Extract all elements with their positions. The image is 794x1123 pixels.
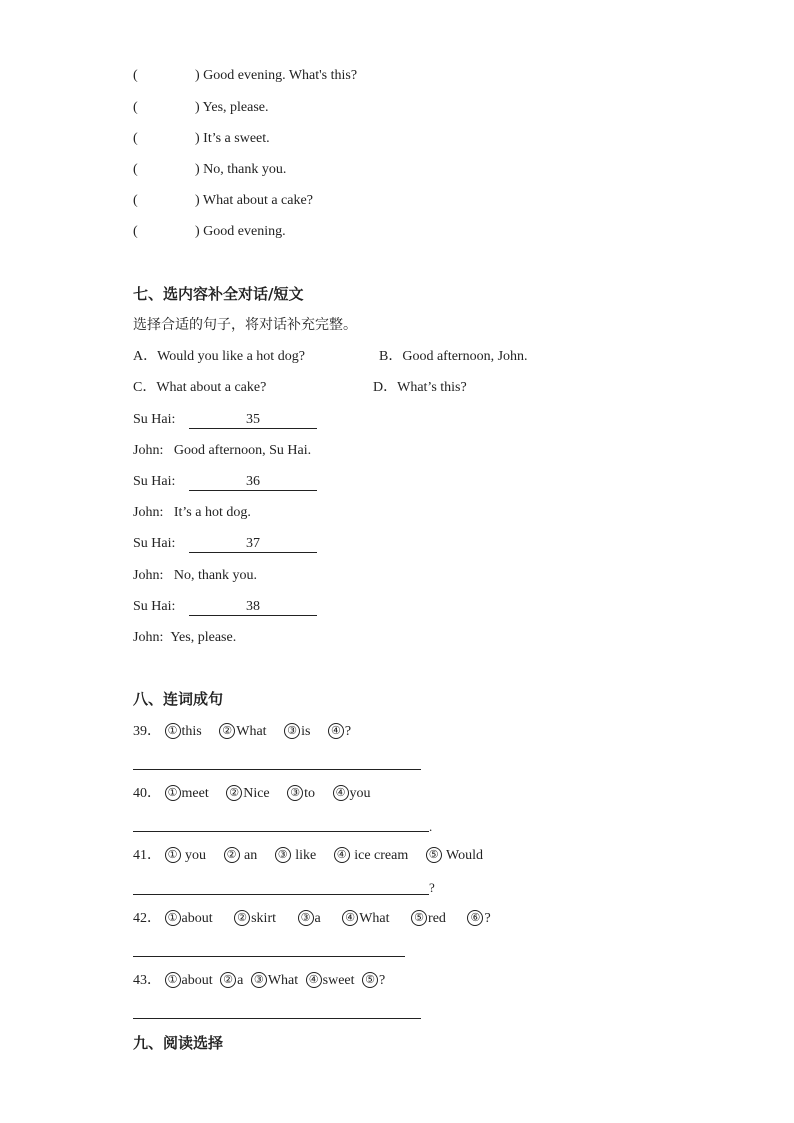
answer-line-43[interactable] (133, 1018, 421, 1019)
order-text: Good evening. What's this? (203, 68, 358, 83)
answer-blank-36[interactable]: 36 (189, 474, 317, 491)
answer-paren[interactable]: ( (133, 224, 138, 239)
answer-paren[interactable]: ( (133, 131, 138, 146)
option-c: C．What about a cake? (133, 380, 267, 395)
answer-paren[interactable]: ( (133, 100, 138, 115)
answer-blank-38[interactable]: 38 (189, 599, 317, 616)
order-item: ( ) Good evening. What's this? (133, 68, 358, 83)
question-39: 39． ① this ② What ③ is ④ ? (133, 724, 352, 739)
answer-line-42[interactable] (133, 956, 405, 957)
dialogue-line: John: No, thank you. (133, 568, 258, 583)
order-item: ( ) What about a cake? (133, 193, 313, 208)
answer-paren[interactable]: ( (133, 68, 138, 83)
answer-blank-35[interactable]: 35 (189, 412, 317, 429)
question-41: 41． ① you ② an ③ like ④ ice cream ⑤ Would (133, 848, 483, 863)
answer-blank-37[interactable]: 37 (189, 536, 317, 553)
order-item: ( ) It’s a sweet. (133, 131, 270, 146)
section-7-heading: 七、选内容补全对话/短文 (133, 285, 304, 303)
answer-paren[interactable]: ( (133, 193, 138, 208)
section-7-instruction: 选择合适的句子，将对话补充完整。 (133, 317, 357, 333)
order-item: ( ) No, thank you. (133, 162, 287, 177)
question-43: 43． ① about ② a ③ What ④ sweet ⑤ ? (133, 973, 386, 988)
answer-line-40[interactable] (133, 831, 429, 832)
dialogue-line: Su Hai: 36 (133, 473, 317, 491)
question-40: 40． ① meet ② Nice ③ to ④ you (133, 786, 371, 801)
answer-paren[interactable]: ( (133, 162, 138, 177)
answer-line-41[interactable] (133, 894, 429, 895)
order-item: ( ) Good evening. (133, 224, 286, 239)
dialogue-line: Su Hai: 38 (133, 598, 317, 616)
dialogue-line: John: It’s a hot dog. (133, 505, 251, 520)
order-text: No, thank you. (203, 162, 287, 177)
dialogue-line: John: Yes, please. (133, 630, 237, 645)
option-a: A．Would you like a hot dog? (133, 349, 305, 364)
dialogue-line: Su Hai: 35 (133, 411, 317, 429)
order-text: It’s a sweet. (203, 131, 270, 146)
section-9-heading: 九、阅读选择 (133, 1034, 224, 1052)
answer-line-39[interactable] (133, 769, 421, 770)
order-text: Yes, please. (202, 100, 269, 115)
dialogue-line: Su Hai: 37 (133, 535, 317, 553)
option-d: D．What’s this? (373, 380, 467, 395)
section-8-heading: 八、连词成句 (133, 690, 224, 708)
dialogue-line: John: Good afternoon, Su Hai. (133, 443, 312, 458)
question-42: 42． ① about ② skirt ③ a ④ What ⑤ red ⑥ ? (133, 911, 491, 926)
order-item: ( ) Yes, please. (133, 100, 269, 115)
order-text: Good evening. (203, 224, 286, 239)
option-b: B．Good afternoon, John. (379, 349, 528, 364)
order-text: What about a cake? (202, 193, 313, 208)
